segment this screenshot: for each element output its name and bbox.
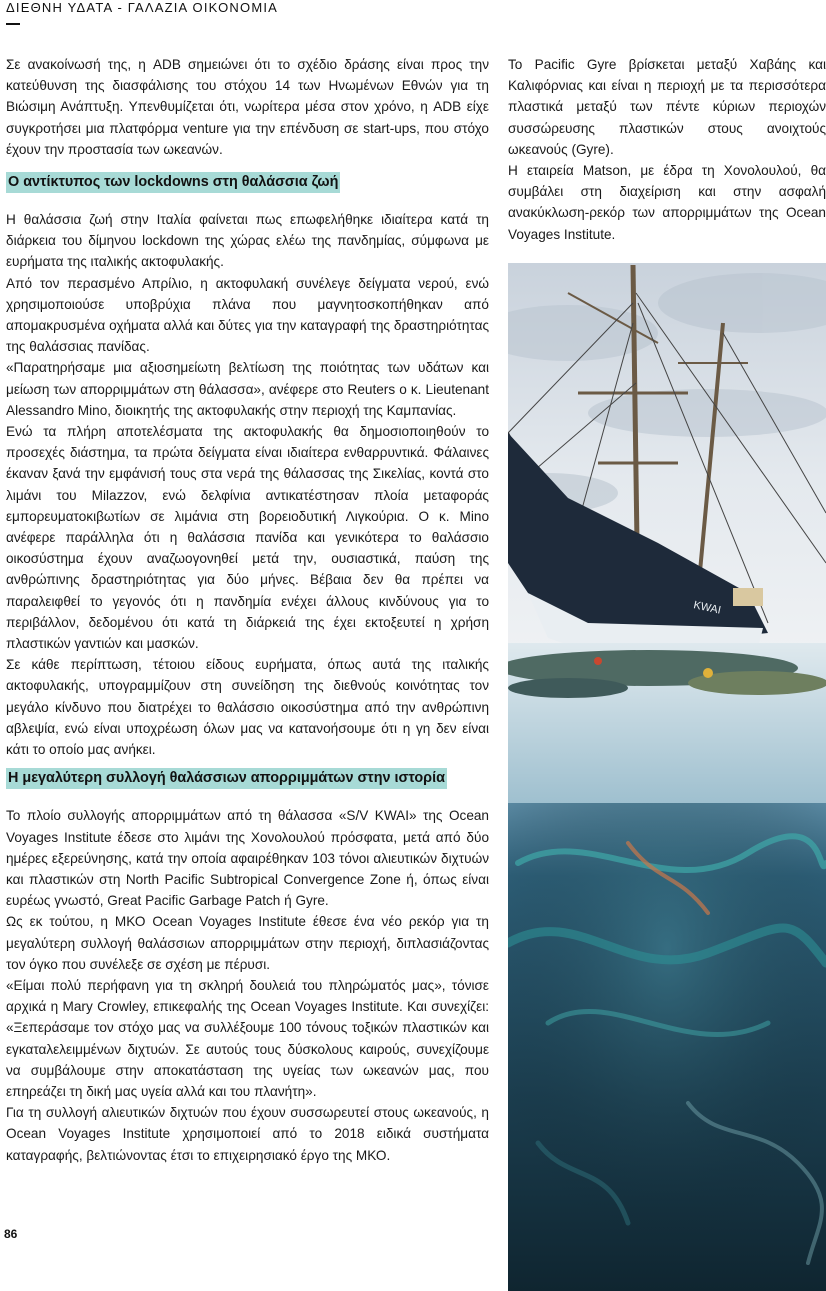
ship-photo	[508, 263, 826, 1291]
paragraph: Ως εκ τούτου, η ΜΚΟ Ocean Voyages Institute έθεσε ένα νέο ρεκόρ για τη μεγαλύτερη συλλογή θαλάσσιων απορριμμάτων στην περιοχή, διπλασιάζοντας τον όγκο που συνέλεξε σε σχέση με πέρυσι.	[6, 914, 489, 972]
paragraph: Η θαλάσσια ζωή στην Ιταλία φαίνεται πως επωφελήθηκε ιδιαίτερα κατά τη διάρκεια του δίμηνου lockdown της χώρας ελέω της πανδημίας, σύμφωνα με ευρήματα της ιταλικής ακτοφυλακής.	[6, 212, 489, 270]
section-heading-collection	[6, 768, 489, 789]
deckhouse	[733, 588, 763, 606]
paragraph: Για τη συλλογή αλιευτικών διχτυών που έχουν συσσωρευτεί στους ωκεανούς, η Ocean Voyages Institute χρησιμοποιεί από το 2018 ειδικά συστήματα καταγραφής, βελτιώνοντας έτσι το επιχειρησιακό έργο της ΜΚΟ.	[6, 1105, 489, 1163]
page-number: 86	[4, 1227, 18, 1241]
paragraph: Από τον περασμένο Απρίλιο, η ακτοφυλακή συνέλεγε δείγματα νερού, ενώ χρησιμοποιούσε υποβρύχια πλάνα που μαγνητοσκοπήθηκαν από απομακρυσμένα οχήματα αλλά και δύτες για την καταγραφή της δραστηριότητας της θαλάσσιας πανίδας.	[6, 275, 489, 355]
section-heading-text: Ο αντίκτυπος των lockdowns στη θαλάσσια ζωή	[6, 172, 340, 193]
intro-paragraph: Σε ανακοίνωσή της, η ADB σημειώνει ότι το σχέδιο δράσης είναι προς την κατεύθυνση της διασφάλισης του στόχου 14 των Ηνωμένων Εθνών για τη Βιώσιμη Ανάπτυξη. Υπενθυμίζεται ότι, νωρίτερα μέσα στον χρόνο, η ADB είχε συγκροτήσει μια πλατφόρμα venture για την επένδυση σε start-ups, που στόχο έχουν την προστασία των ωκεανών.	[6, 57, 489, 157]
section-heading-text: Η μεγαλύτερη συλλογή θαλάσσιων απορριμμάτων στην ιστορία	[6, 768, 447, 789]
paragraph: Το πλοίο συλλογής απορριμμάτων από τη θάλασσα «S/V KWAI» της Ocean Voyages Institute έδεσε στο λιμάνι της Χονολουλού πρόσφατα, μετά από δύο ημέρες εξερεύνησης, κατά την οποία αφαιρέθηκαν 103 τόνοι αλιευτικών διχτυών και πλαστικών στη North Pacific Subtropical Convergence Zone ή, όπως είναι ευρέως γνωστό, Great Pacific Garbage Patch ή Gyre.	[6, 808, 489, 909]
paragraph: «Είμαι πολύ περήφανη για τη σκληρή δουλειά του πληρώματός μας», τόνισε αρχικά η Mary Crowley, επικεφαλής της Ocean Voyages Institute. Και συνεχίζει: «Ξεπεράσαμε τον στόχο μας να συλλέξουμε 100 τόνους τοξικών πλαστικών και εγκαταλελειμμένων διχτυών. Σε αυτούς τους δύσκολους καιρούς, συνεχίζουμε να συμβάλουμε στην αποκατάσταση της υγείας των ωκεανών μας, που επηρεάζει τη δική μας υγεία αλλά και του πλανήτη».	[6, 977, 489, 1099]
paragraph: Το Pacific Gyre βρίσκεται μεταξύ Χαβάης και Καλιφόρνιας και είναι η περιοχή με τα περισσότερα πλαστικά μεταξύ των πέντε κύριων περιοχών συσσώρευσης πλαστικών στους ανοιχτούς ωκεανούς (Gyre).	[508, 57, 826, 157]
right-column	[508, 54, 826, 245]
paragraph: «Παρατηρήσαμε μια αξιοσημείωτη βελτίωση της ποιότητας των υδάτων και μείωση των απορριμμάτων στη θάλασσα», ανέφερε στο Reuters ο κ. Lieutenant Alessandro Mino, διοικητής της ακτοφυλακής στην περιοχή της Καμπανίας.	[6, 360, 489, 418]
hull-name: KWAI	[692, 599, 722, 617]
running-header: ΔΙΕΘΝΗ ΥΔΑΤΑ - ΓΑΛΑΖΙΑ ΟΙΚΟΝΟΜΙΑ	[6, 0, 279, 15]
header-rule	[6, 23, 20, 25]
paragraph: Ενώ τα πλήρη αποτελέσματα της ακτοφυλακής θα δημοσιοποιηθούν το προσεχές διάστημα, τα πρώτα δείγματα είναι ιδιαίτερα ενθαρρυντικά. Φάλαινες έκαναν ξανά την εμφάνισή τους στα νερά της θάλασσας της Σικελίας, κοντά στο λιμάνι του Milazzov, ενώ δελφίνια αντικατέστησαν πλοία μεταφοράς εμπορευματοκιβωτίων σε λιμάνια στη βορειοδυτική Λιγκούρια. Ο κ. Mino ανέφερε παράλληλα ότι η θαλάσσια πανίδα και γενικότερα το θαλάσσιο οικοσύστημα έχουν αναζωογονηθεί μετά την, ουσιαστικά, παύση της ανθρώπινης δραστηριότητας για δύο μήνες. Βέβαια δεν θα πρέπει να παραλειφθεί το γεγονός ότι η πανδημία ενέχει άλλους κινδύνους για το περιβάλλον, δεδομένου ότι κατά τη διάρκειά της έχει εκτοξευτεί η χρήση πλαστικών γαντιών και μασκών.	[6, 424, 489, 652]
paragraph: Σε κάθε περίπτωση, τέτοιου είδους ευρήματα, όπως αυτά της ιταλικής ακτοφυλακής, υπογραμμίζουν στη συνείδηση της διεθνούς κοινότητας τον μεγάλο κίνδυνο που διατρέχει το θαλάσσιο οικοσύστημα από την ανθρώπινη αβλεψία, ενώ είναι υποχρέωση όλων μας να κατανοήσουμε ότι η γη δεν είναι κάτι το οποίο μας ανήκει.	[6, 657, 489, 758]
left-column	[6, 54, 489, 1166]
paragraph: Η εταιρεία Matson, με έδρα τη Χονολουλού, θα συμβάλει στη διαχείριση και στην ασφαλή ανακύκλωση-ρεκόρ των απορριμμάτων της Ocean Voyages Institute.	[508, 163, 826, 242]
section-heading-lockdowns	[6, 172, 489, 193]
